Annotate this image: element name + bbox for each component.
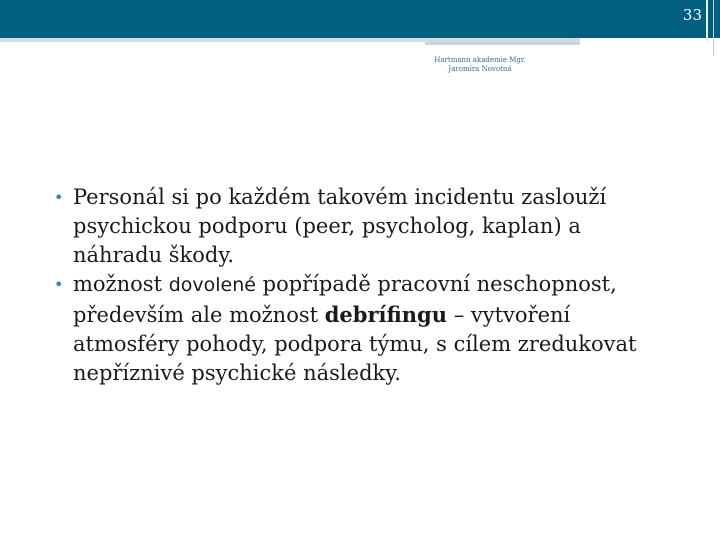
header-bar (0, 0, 720, 38)
author-line-2: Jaromíra Novotná (448, 65, 512, 73)
slide-content (48, 183, 668, 388)
bullet-text-part: popřípadě pracovní neschopnost, především ale možnost (73, 272, 617, 327)
slide-number: 33 (682, 6, 702, 24)
author-line-1: Hartmann akademie Mgr. (434, 56, 526, 64)
bullet-item (48, 183, 668, 270)
decor-vertical-line (713, 0, 714, 56)
decor-vertical-line (706, 0, 708, 42)
bullet-text-part: – vytvoření atmosféry pohody, podpora týmu, s cílem zredukovat nepříznivé psychické následky. (73, 303, 637, 385)
bullet-text: Personál si po každém takovém incidentu zaslouží psychickou podporu (peer, psycholog, kaplan) a náhradu škody. (73, 185, 607, 267)
bullet-icon: • (54, 188, 64, 207)
bullet-text-bold: debrífingu (324, 302, 448, 327)
header-underline-accent (425, 42, 580, 45)
author-label (380, 56, 580, 74)
bullet-text-sans: dovolené (168, 274, 256, 296)
bullet-item (48, 270, 668, 388)
bullet-icon: • (54, 275, 64, 294)
bullet-text-part: možnost (73, 272, 169, 296)
